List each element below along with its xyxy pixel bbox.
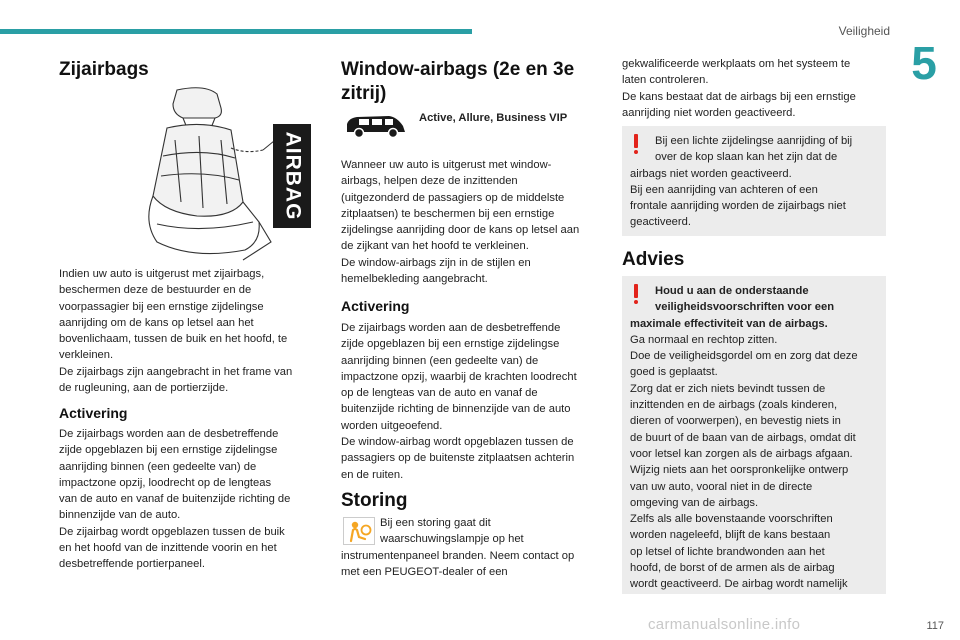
fault-text: Bij een storing gaat dit waarschuwingslampje op het instrumentenpaneel branden. Neem contact op met een PEUGEOT-dealer of een: [341, 517, 575, 578]
window-activation-title: Activering: [341, 298, 410, 314]
airbag-label-box: [273, 124, 311, 228]
airbag-label: AIRBAG: [281, 131, 304, 221]
window-airbags-intro: Wanneer uw auto is uitgerust met window- airbags, helpen deze de inzittenden (uitgezonderd de passagiers op de middelste zitplaatsen) te beschermen bij een ernstige zijdelingse aanrijding door de kans op letsel aan de zijkant van het hoofd te verkleinen. De window-airbags zijn in de stijlen en hemelbekleding aangebracht.: [341, 159, 580, 286]
advice-title: Advies: [622, 249, 685, 270]
side-activation-text: De zijairbags worden aan de desbetreffende zijde opgeblazen bij een ernstige zijdelingse aanrijding binnen (een gedeelte van) de impactzone opzij, loodrecht op de lengteas van de auto en vanaf de buitenzijde richting de binnenzijde van de auto. De zijairbag wordt opgeblazen tussen de buik en het hoofd van de inzittende voorin en het desbetreffende portierpaneel.: [59, 428, 291, 571]
warning-exclamation-icon: [632, 134, 640, 154]
page-number: 117: [926, 620, 944, 632]
chapter-number: 5: [911, 37, 937, 89]
advice-warning-box: Houd u aan de onderstaande veiligheidsvoorschriften voor een maximale effectiviteit van de airbags. Ga normaal en rechtop zitten. Doe de veiligheidsgordel om en zorg dat deze goed is geplaatst. Zorg dat er zich niets bevindt tussen de inzittenden en de airbags (zoals kinderen, dieren of voorwerpen), en bevestig niets in de buurt of de baan van de airbags, omdat dit voor letsel kan zorgen als de airbags afgaan. Wijzig niets aan het oorspronkelijke ontwerp van uw auto, vooral niet in de directe omgeving van de airbags. Zelfs als alle bovenstaande voorschriften worden nageleefd, blijft de kans bestaan op letsel of lichte brandwonden aan het hoofd, de borst of de armen als de airbag wordt geactiveerd. De airbag wordt namelijk: [622, 276, 886, 594]
window-activation-text: De zijairbags worden aan de desbetreffende zijde opgeblazen bij een ernstige zijdelingse aanrijding binnen (een gedeelte van) de impactzone opzij, waarbij de krachten loodrecht op de lengteas van de auto en vanaf de buitenzijde richting de binnenzijde van de auto worden uitgeoefend. De window-airbag wordt opgeblazen tussen de passagiers op de buitenste zitplaatsen achterin en de ruiten.: [341, 322, 577, 481]
window-airbags-title: Window-airbags (2e en 3e zitrij): [341, 59, 575, 104]
header-accent-bar: [0, 29, 472, 34]
side-activation-title: Activering: [59, 405, 128, 421]
seat-illustration: [113, 84, 311, 262]
warning-exclamation-icon: [632, 284, 640, 304]
side-airbags-title: Zijairbags: [59, 59, 149, 80]
fault-title: Storing: [341, 490, 408, 511]
section-title: Veiligheid: [838, 24, 890, 38]
watermark: carmanualsonline.info: [648, 616, 801, 633]
van-icon: [343, 112, 407, 140]
fault-text-continued: gekwalificeerde werkplaats om het systeem te laten controleren. De kans bestaat dat de airbags bij een ernstige aanrijding niet worden geactiveerd.: [622, 58, 856, 119]
side-airbags-intro: Indien uw auto is uitgerust met zijairbags, beschermen deze de bestuurder en de voorpassagier bij een ernstige zijdelingse aanrijding om de kans op letsel aan het bovenlichaam, tussen de buik en het hoofd, te verkleinen. De zijairbags zijn aangebracht in het frame van de rugleuning, aan de portierzijde.: [59, 268, 293, 395]
version-list: Active, Allure, Business VIP: [419, 112, 568, 124]
side-impact-warning-box: Bij een lichte zijdelingse aanrijding of bij over de kop slaan kan het zijn dat de airbags niet worden geactiveerd. Bij een aanrijding van achteren of een frontale aanrijding worden de zijairbags niet geactiveerd.: [622, 126, 886, 236]
